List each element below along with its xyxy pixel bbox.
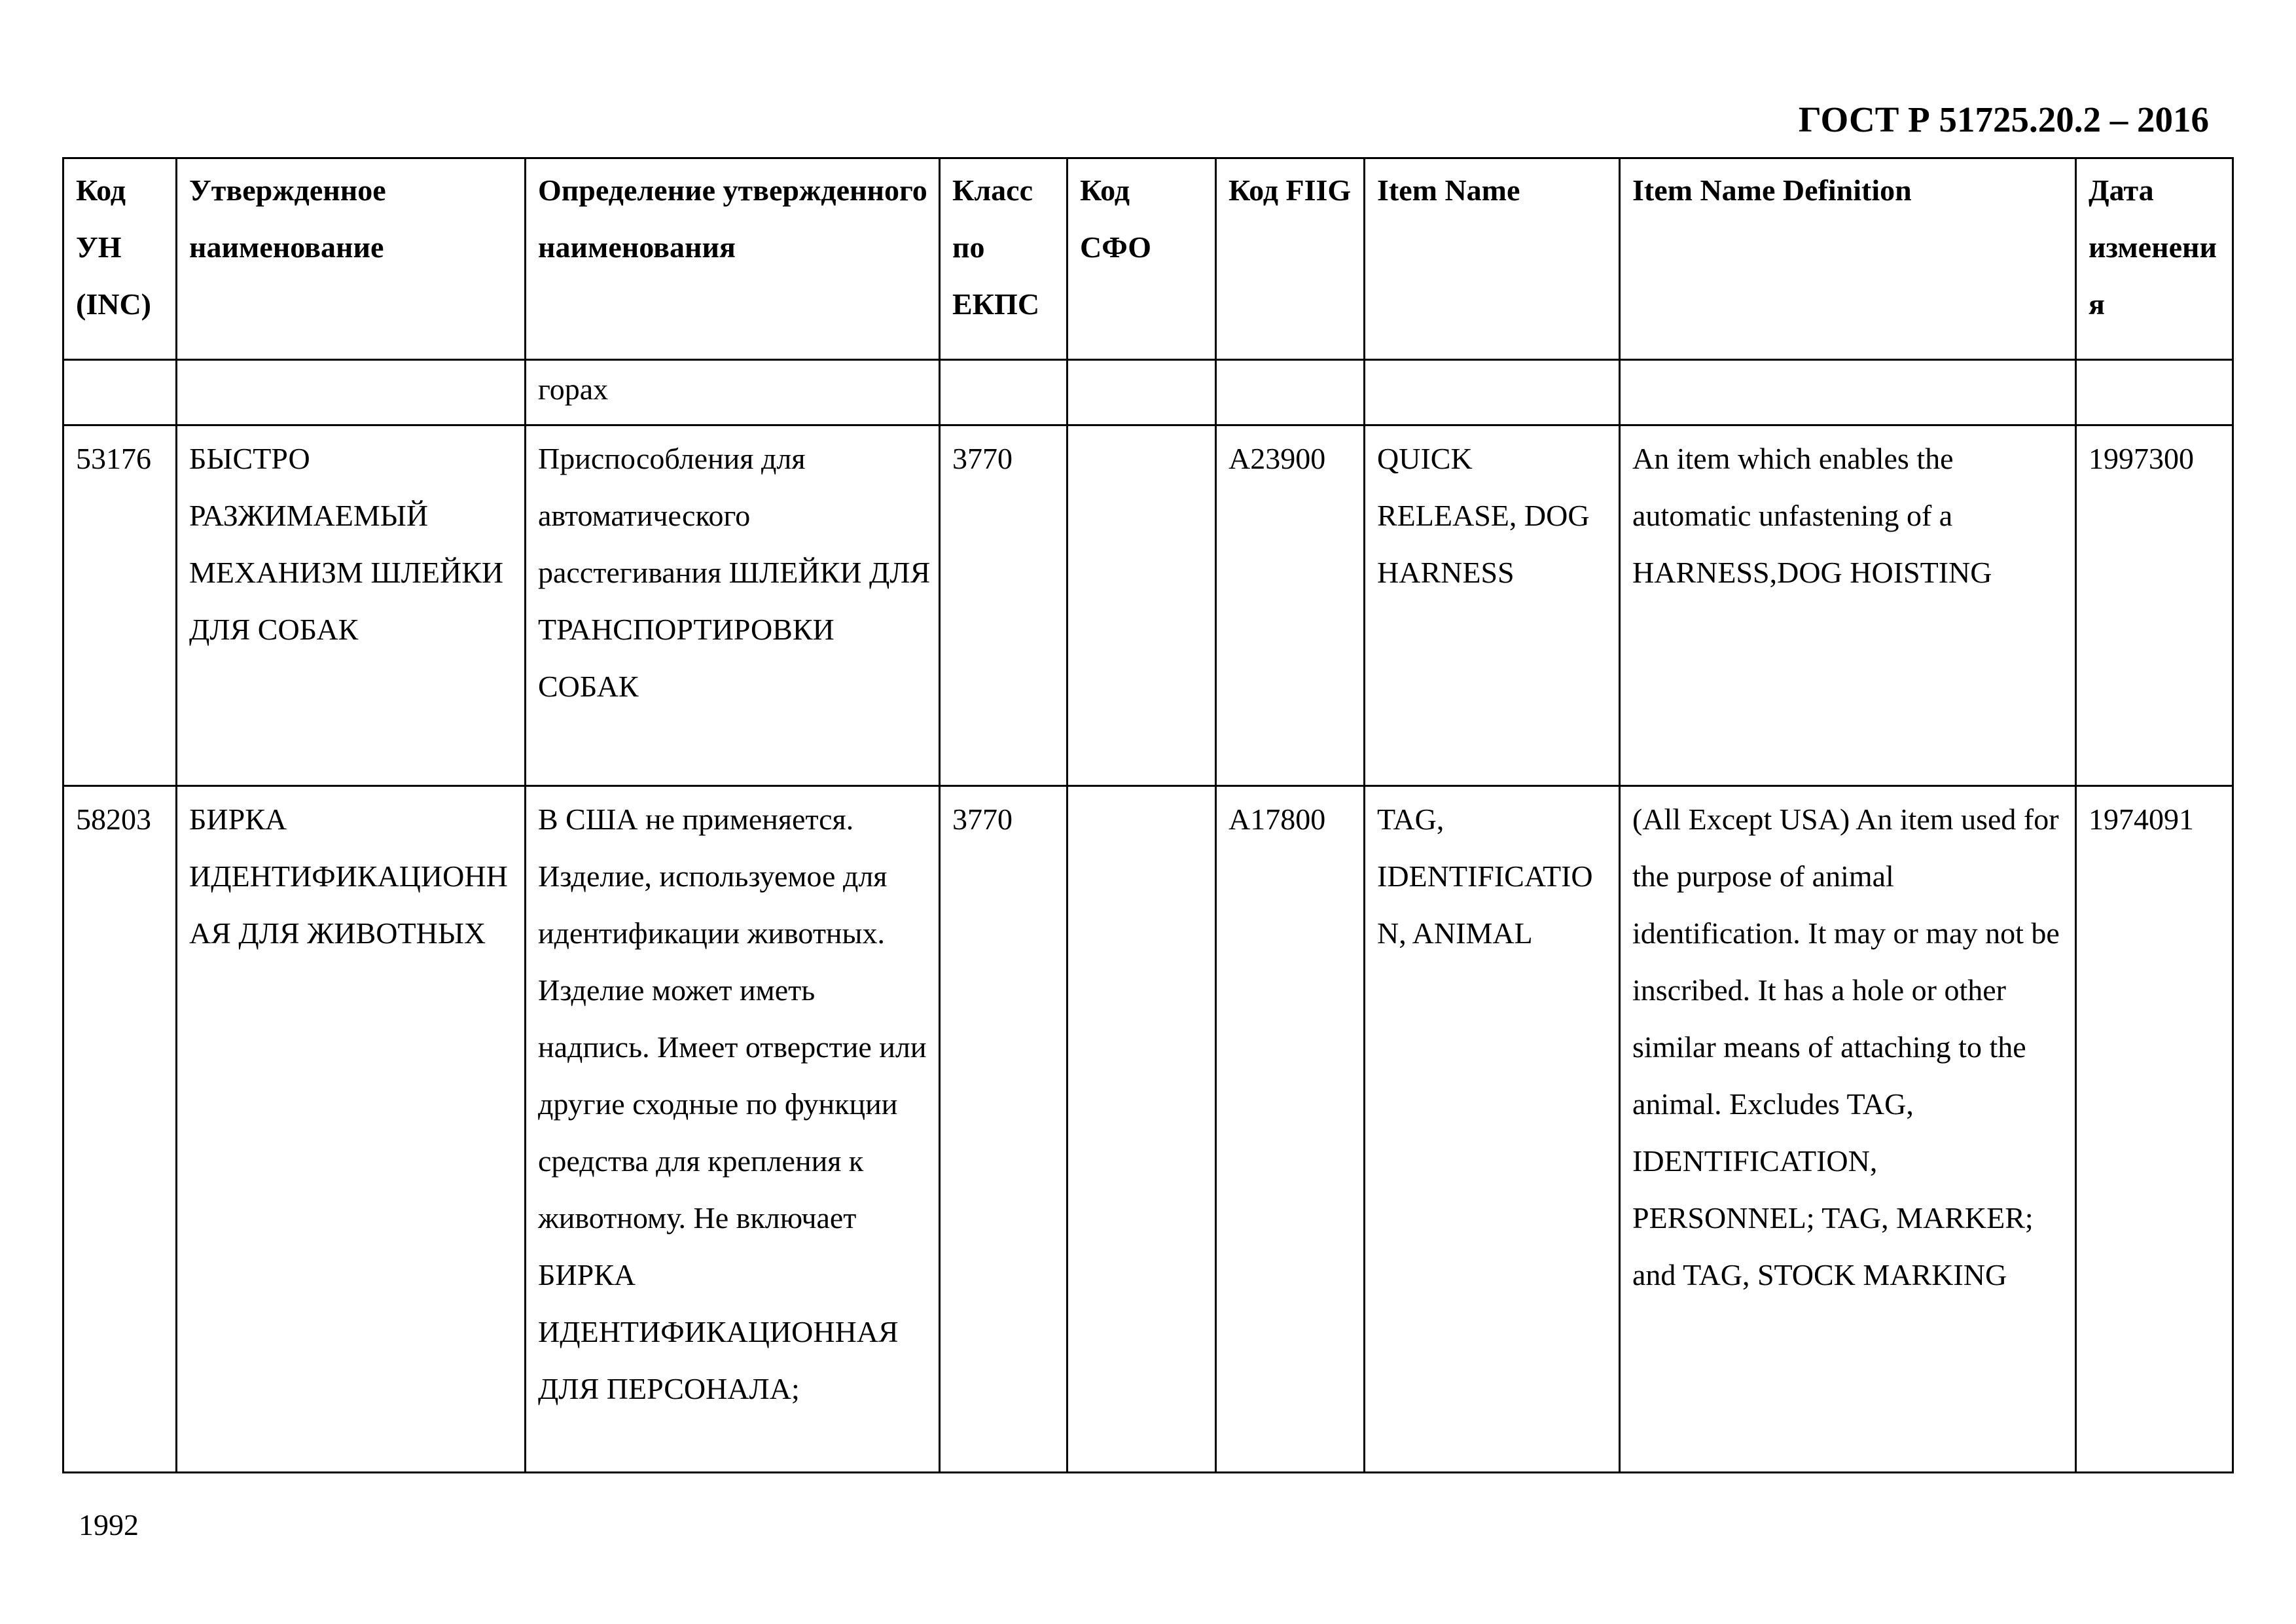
col-header-ekps: Класс по ЕКПС [940,158,1067,360]
cell-date: 1997300 [2076,425,2233,786]
table-header-row [63,158,2233,360]
cell-definition: Приспособления для автоматического расстегивания ШЛЕЙКИ ДЛЯ ТРАНСПОРТИРОВКИ СОБАК [526,425,940,786]
table-row-continuation [63,360,2233,425]
col-header-definition: Определение утвержденного наименования [526,158,940,360]
cell-ekps: 3770 [940,786,1067,1473]
col-header-inc: Код УН (INC) [63,158,177,360]
cell-definition: В США не применяется. Изделие, используемое для идентификации животных. Изделие может иметь надпись. Имеет отверстие или другие сходные по функции средства для крепления к животному. Не включает БИРКА ИДЕНТИФИКАЦИОННАЯ ДЛЯ ПЕРСОНАЛА; [526,786,940,1473]
catalog-table [62,157,2234,1473]
cell-item-name: TAG, IDENTIFICATION, ANIMAL [1365,786,1620,1473]
cell-fiig [1216,360,1365,425]
col-header-name: Утвержденное наименование [177,158,526,360]
cell-sfo [1067,425,1216,786]
cell-item-definition: (All Except USA) An item used for the purpose of animal identification. It may or may not be inscribed. It has a hole or other similar means of attaching to the animal. Excludes TAG, IDENTIFICATION, PERSONNEL; TAG, MARKER; and TAG, STOCK MARKING [1620,786,2076,1473]
col-header-item-definition: Item Name Definition [1620,158,2076,360]
cell-inc [63,360,177,425]
cell-item-name: QUICK RELEASE, DOG HARNESS [1365,425,1620,786]
cell-inc: 53176 [63,425,177,786]
cell-date: 1974091 [2076,786,2233,1473]
cell-name: БЫСТРО РАЗЖИМАЕМЫЙ МЕХАНИЗМ ШЛЕЙКИ ДЛЯ СОБАК [177,425,526,786]
cell-inc: 58203 [63,786,177,1473]
col-header-date: Дата изменения [2076,158,2233,360]
cell-definition: горах [526,360,940,425]
table-row [63,425,2233,786]
cell-sfo [1067,360,1216,425]
col-header-fiig: Код FIIG [1216,158,1365,360]
cell-item-definition: An item which enables the automatic unfastening of a HARNESS,DOG HOISTING [1620,425,2076,786]
cell-item-name [1365,360,1620,425]
cell-fiig: A23900 [1216,425,1365,786]
cell-fiig: A17800 [1216,786,1365,1473]
cell-date [2076,360,2233,425]
document-code: ГОСТ Р 51725.20.2 – 2016 [1798,99,2209,139]
cell-name: БИРКА ИДЕНТИФИКАЦИОННАЯ ДЛЯ ЖИВОТНЫХ [177,786,526,1473]
cell-name [177,360,526,425]
table-row [63,786,2233,1473]
col-header-sfo: Код СФО [1067,158,1216,360]
cell-ekps [940,360,1067,425]
cell-item-definition [1620,360,2076,425]
page-number: 1992 [79,1508,139,1542]
cell-sfo [1067,786,1216,1473]
col-header-item-name: Item Name [1365,158,1620,360]
cell-ekps: 3770 [940,425,1067,786]
